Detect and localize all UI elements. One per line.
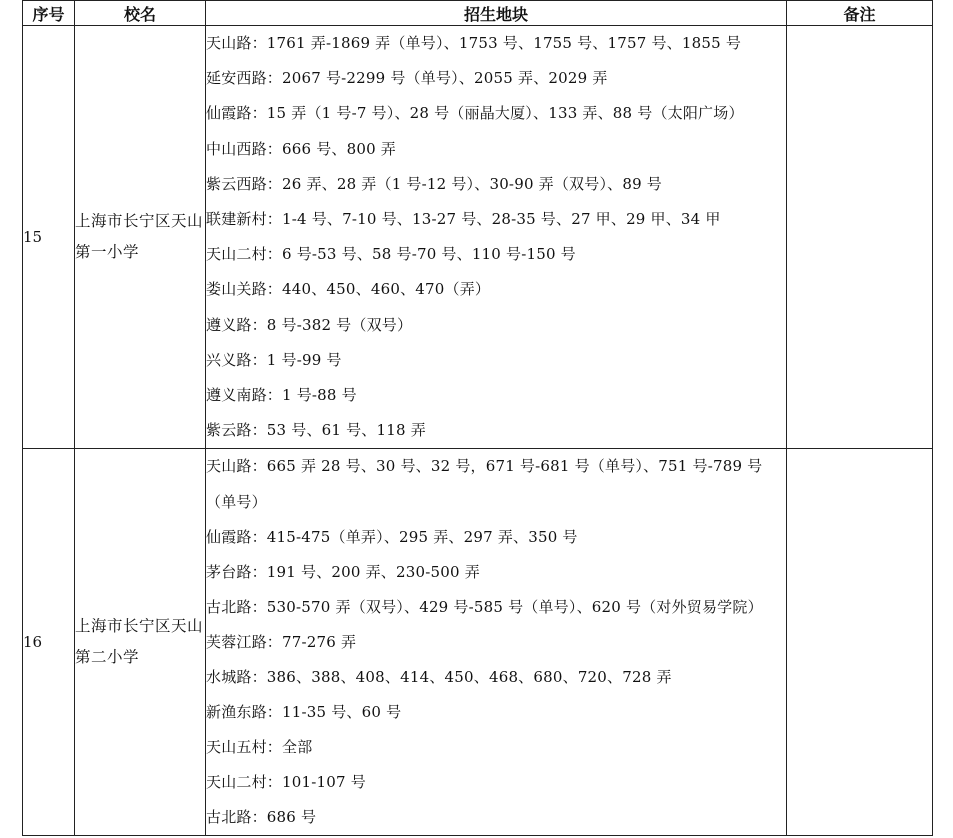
- address-line: 天山五村：全部: [206, 738, 313, 757]
- address-line: 遵义路：8 号-382 号（双号）: [206, 315, 413, 334]
- address-line: 联建新村：1-4 号、7-10 号、13-27 号、28-35 号、27 甲、29 甲、34 甲: [206, 210, 721, 229]
- address-line: 紫云西路：26 弄、28 弄（1 号-12 号）、30-90 弄（双号）、89 号: [206, 174, 663, 193]
- address-line: 天山路：665 弄 28 号、30 号、32 号，671 号-681 号（单号）、751 号-789 号（单号）: [206, 457, 763, 511]
- school-name: 上海市长宁区天山第一小学: [75, 26, 206, 449]
- address-list: [206, 449, 787, 836]
- header-enrollment-area: 招生地块: [206, 1, 787, 26]
- school-name: 上海市长宁区天山第二小学: [75, 449, 206, 836]
- header-row: [23, 1, 933, 26]
- address-line: 娄山关路：440、450、460、470（弄）: [206, 280, 491, 299]
- row-index: 16: [23, 449, 75, 836]
- address-line: 仙霞路：415-475（单弄）、295 弄、297 弄、350 号: [206, 527, 578, 546]
- address-line: 延安西路：2067 号-2299 号（单号）、2055 弄、2029 弄: [206, 69, 608, 88]
- enrollment-zone-table: [22, 0, 933, 836]
- address-line: 遵义南路：1 号-88 号: [206, 386, 357, 405]
- table-row: [23, 449, 933, 836]
- table-row: [23, 26, 933, 449]
- address-line: 紫云路：53 号、61 号、118 弄: [206, 421, 426, 440]
- header-remark: 备注: [787, 1, 933, 26]
- header-school-name: 校名: [75, 1, 206, 26]
- address-line: 古北路：686 号: [206, 808, 317, 827]
- row-index: 15: [23, 26, 75, 449]
- address-line: 芙蓉江路：77-276 弄: [206, 632, 357, 651]
- address-line: 天山二村：101-107 号: [206, 773, 366, 792]
- address-line: 茅台路：191 号、200 弄、230-500 弄: [206, 562, 480, 581]
- address-line: 水城路：386、388、408、414、450、468、680、720、728 弄: [206, 668, 672, 686]
- address-line: 天山路：1761 弄-1869 弄（单号）、1753 号、1755 号、1757 号、1855 号: [206, 34, 742, 52]
- address-line: 仙霞路：15 弄（1 号-7 号）、28 号（丽晶大厦）、133 弄、88 号（太阳广场）: [206, 104, 744, 123]
- remark-cell: [787, 449, 933, 836]
- address-line: 古北路：530-570 弄（双号）、429 号-585 号（单号）、620 号（对外贸易学院）: [206, 597, 763, 616]
- address-line: 天山二村：6 号-53 号、58 号-70 号、110 号-150 号: [206, 245, 576, 264]
- address-line: 兴义路：1 号-99 号: [206, 350, 342, 369]
- remark-cell: [787, 26, 933, 449]
- address-list: [206, 26, 787, 449]
- header-index: 序号: [23, 1, 75, 26]
- address-line: 新渔东路：11-35 号、60 号: [206, 703, 402, 722]
- address-line: 中山西路：666 号、800 弄: [206, 139, 396, 158]
